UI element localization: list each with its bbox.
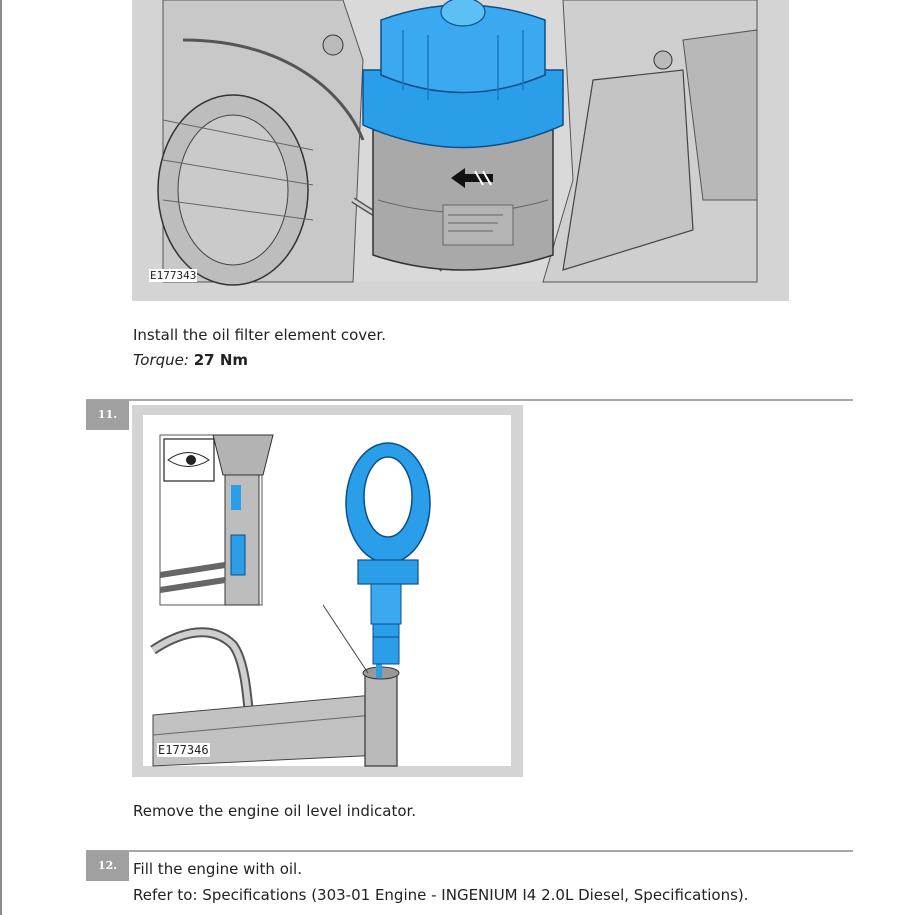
oil-filter-cover-illustration xyxy=(163,0,757,282)
step11-instruction: Remove the engine oil level indicator. xyxy=(133,802,417,820)
step10-figure-frame xyxy=(132,0,789,301)
step11-divider xyxy=(86,399,853,401)
torque-label: Torque: xyxy=(133,351,189,369)
step10-torque xyxy=(133,350,248,370)
step11-figure xyxy=(143,415,511,766)
step12-number-badge: 12. xyxy=(86,851,129,881)
step11-figure-id: E177346 xyxy=(158,743,209,757)
page-left-border xyxy=(0,0,2,915)
step10-figure xyxy=(150,0,757,282)
step12-divider xyxy=(86,850,853,852)
step11-number-badge: 11. xyxy=(86,400,129,430)
step11-figure-frame xyxy=(132,405,523,777)
oil-level-indicator-illustration xyxy=(143,415,511,766)
step10-figure-id: E177343 xyxy=(150,269,197,282)
step12-instruction: Fill the engine with oil. xyxy=(133,860,302,878)
step10-instruction: Install the oil filter element cover. xyxy=(133,326,386,344)
step12-reference-link[interactable]: Refer to: Specifications (303-01 Engine - INGENIUM I4 2.0L Diesel, Specifications). xyxy=(133,886,749,904)
torque-value: 27 Nm xyxy=(193,351,249,369)
